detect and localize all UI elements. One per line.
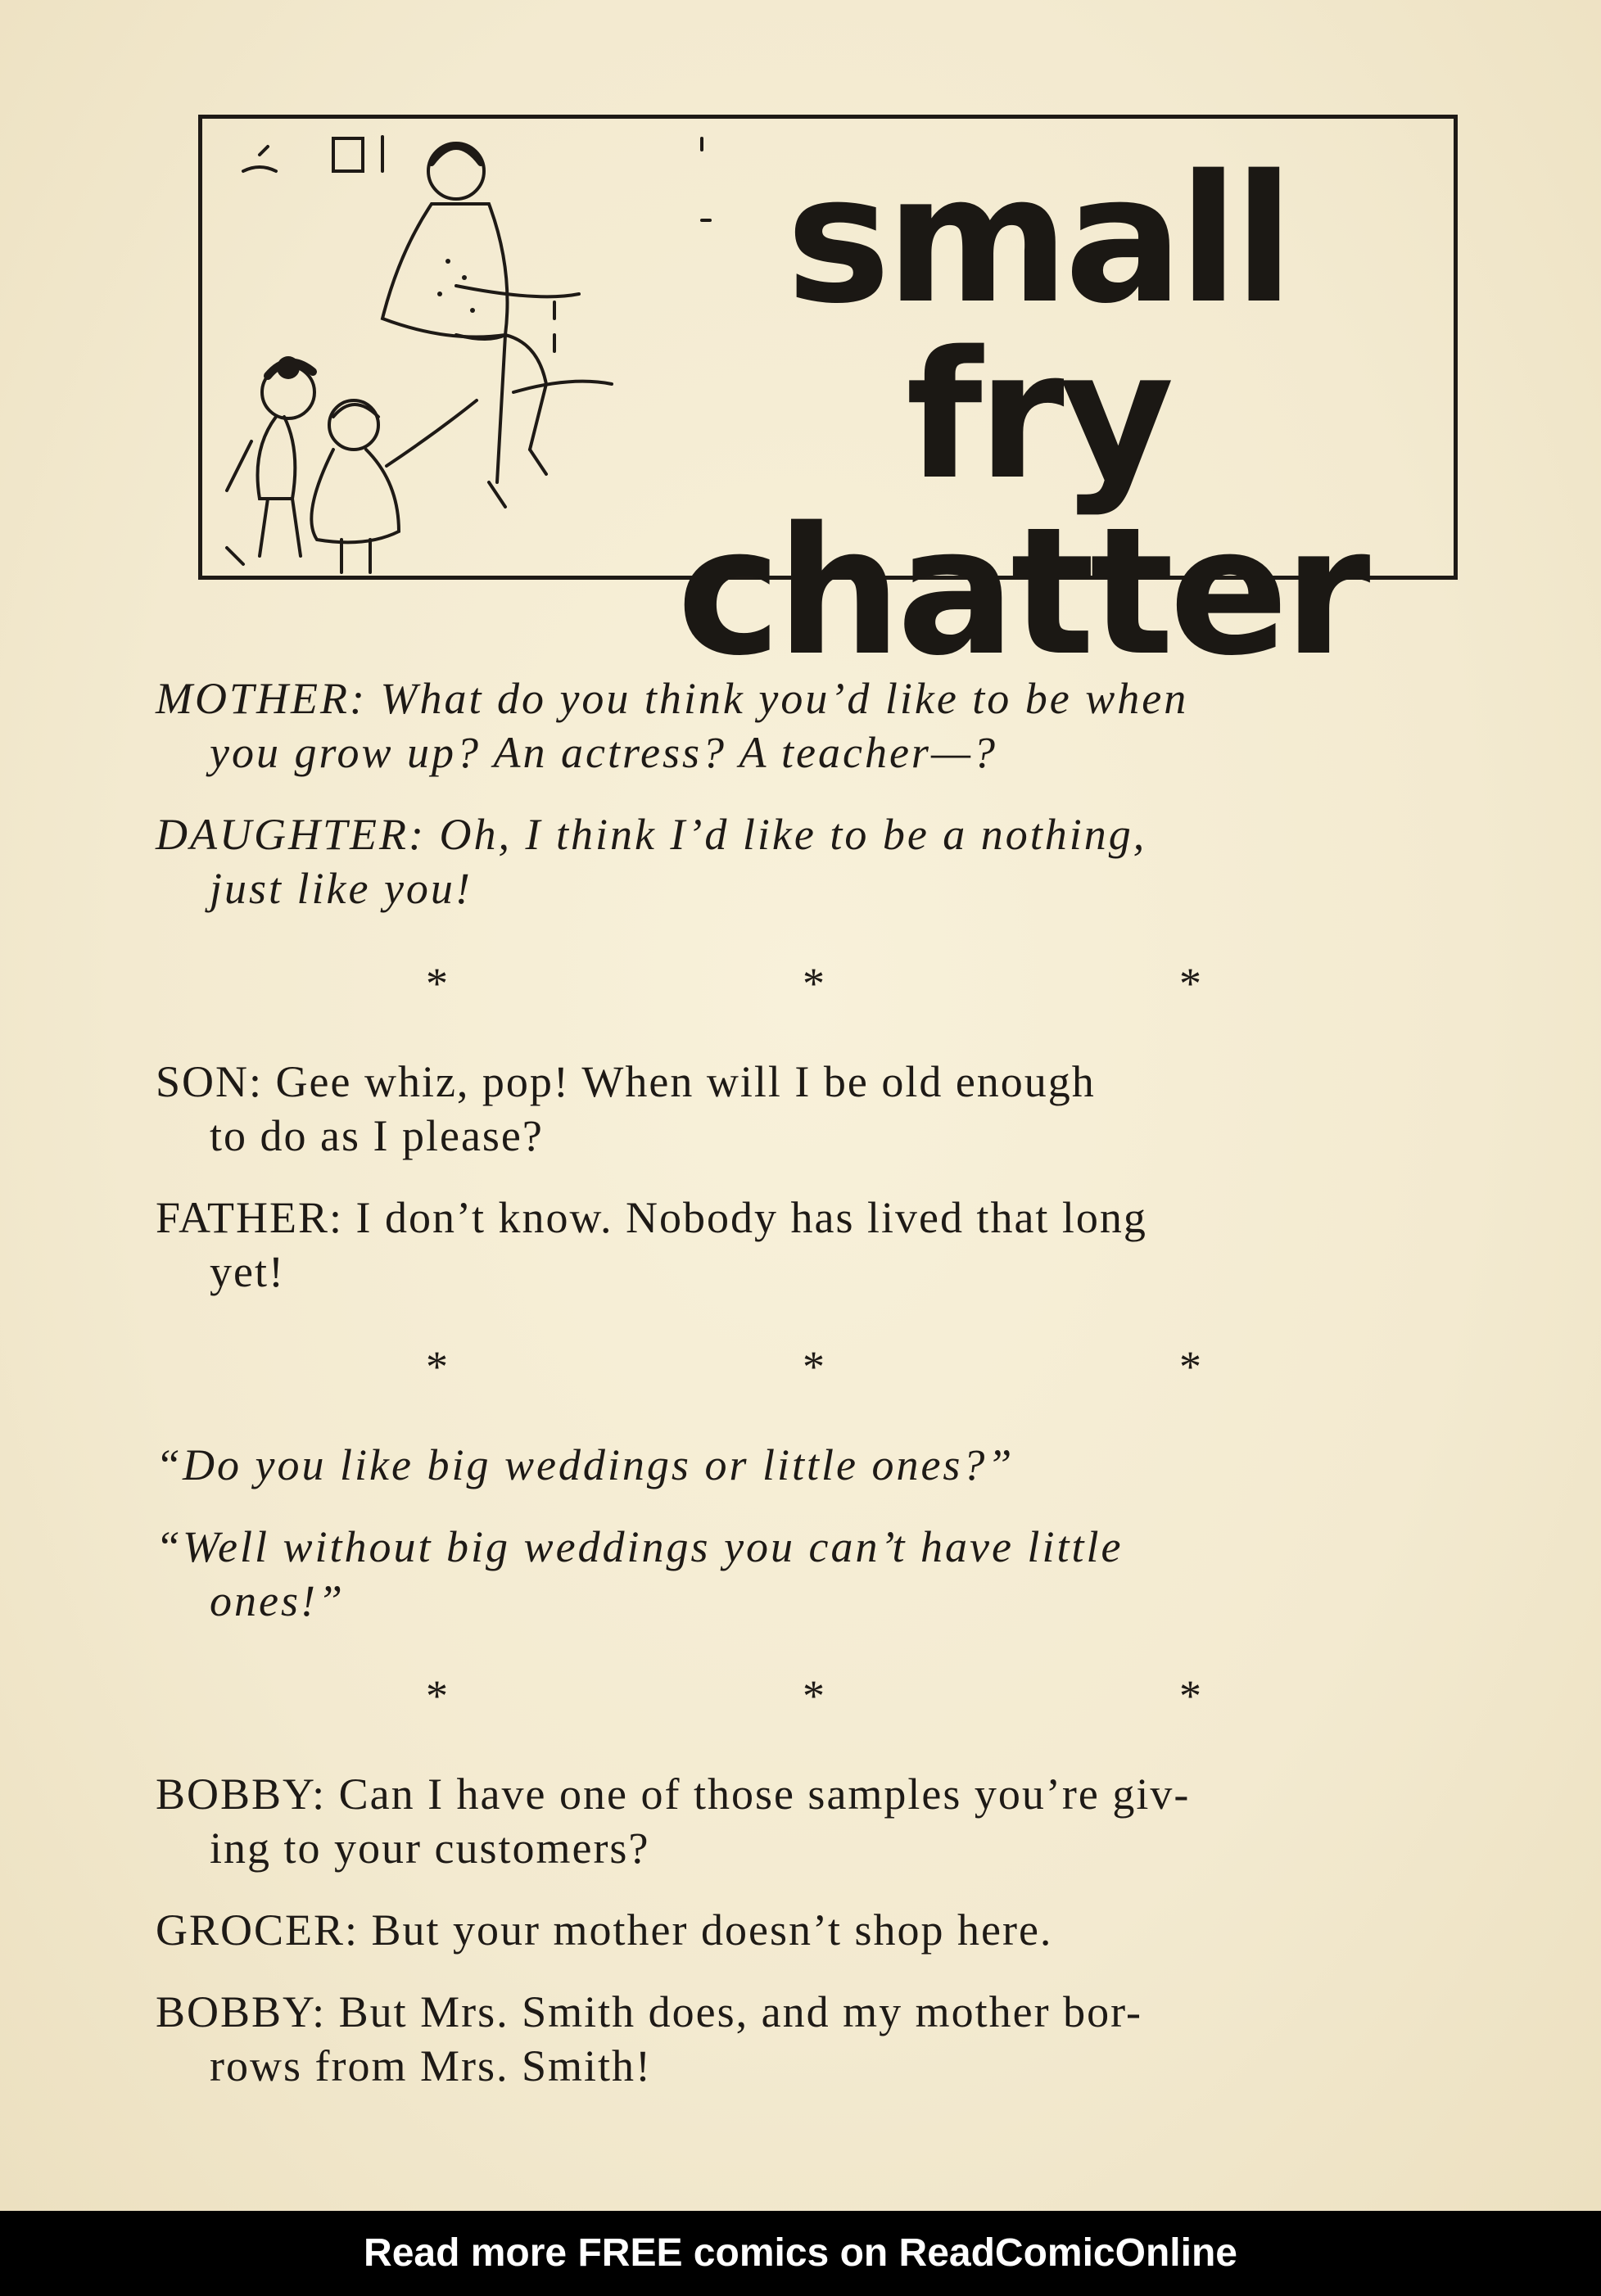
joke-2-line-2: to do as I please? <box>210 1111 544 1160</box>
separator-3 <box>156 1661 1499 1734</box>
title-line-2: chatter <box>676 489 1366 694</box>
joke-3-line-2: “Well without big weddings you can’t have little <box>156 1522 1124 1571</box>
separator-star: * <box>1179 1671 1201 1720</box>
separator-star: * <box>803 959 825 1008</box>
joke-4-line-4: BOBBY: But Mrs. Smith does, and my mother bor- <box>156 1987 1142 2036</box>
joke-3-line-1: “Do you like big weddings or little ones?” <box>156 1440 1015 1489</box>
joke-2-line-3: FATHER: I don’t know. Nobody has lived that long <box>156 1193 1147 1242</box>
separator-star: * <box>426 1671 448 1720</box>
joke-1-line-1: MOTHER: What do you think you’d like to be when <box>156 674 1189 723</box>
separator-star: * <box>803 1342 825 1391</box>
footer-link-text[interactable]: Read more FREE comics on ReadComicOnline <box>364 2231 1237 2275</box>
joke-1-line-2: you grow up? An actress? A teacher—? <box>210 728 997 777</box>
joke-2-line-1: SON: Gee whiz, pop! When will I be old enough <box>156 1057 1096 1106</box>
separator-star: * <box>1179 959 1201 1008</box>
joke-4-line-1: BOBBY: Can I have one of those samples you’re giv- <box>156 1769 1191 1819</box>
joke-1-line-3: DAUGHTER: Oh, I think I’d like to be a nothing, <box>156 810 1147 859</box>
separator-star: * <box>426 959 448 1008</box>
footer-banner[interactable] <box>0 2211 1601 2296</box>
separator-1 <box>156 948 1499 1022</box>
joke-2-line-4: yet! <box>210 1247 285 1296</box>
separator-star: * <box>426 1342 448 1391</box>
separator-star: * <box>803 1671 825 1720</box>
joke-4-line-3: GROCER: But your mother doesn’t shop here. <box>156 1905 1053 1955</box>
separator-2 <box>156 1331 1499 1405</box>
header-box <box>198 115 1458 694</box>
jokes-content <box>156 671 1499 2093</box>
joke-1-line-4: just like you! <box>210 864 473 913</box>
joke-3-line-3: ones!” <box>210 1576 345 1625</box>
page-title <box>595 137 1447 694</box>
joke-4-line-5: rows from Mrs. Smith! <box>210 2041 652 2090</box>
separator-star: * <box>1179 1342 1201 1391</box>
title-line-1: small fry <box>785 137 1290 518</box>
joke-4-line-2: ing to your customers? <box>210 1824 650 1873</box>
